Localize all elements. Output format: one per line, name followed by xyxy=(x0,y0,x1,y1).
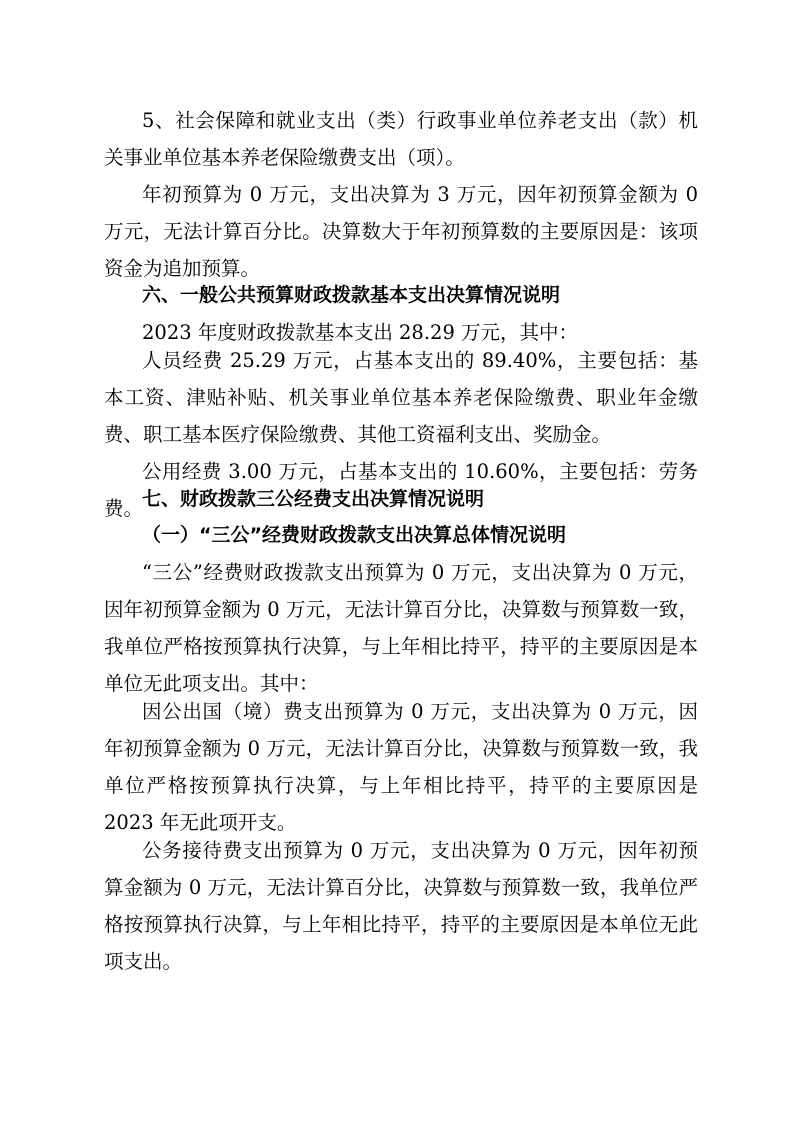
heading-section-7: 七、财政拨款三公经费支出决算情况说明 xyxy=(142,488,485,510)
heading-subsection-1: （一）“三公”经费财政拨款支出决算总体情况说明 xyxy=(142,524,566,546)
paragraph-personnel-expenses: 人员经费 25.29 万元，占基本支出的 89.40%，主要包括：基本工资、津贴补贴、机关事业单位基本养老保险缴费、职业年金缴费、职工基本医疗保险缴费、其他工资福利支出、奖励金。 xyxy=(104,349,698,446)
paragraph-official-reception: 公务接待费支出预算为 0 万元，支出决算为 0 万元，因年初预算金额为 0 万元，无法计算百分比，决算数与预算数一致，我单位严格按预算执行决算，与上年相比持平，持平的主要原因是本单位无此项支出。 xyxy=(104,839,698,973)
paragraph-item-5-social-security: 5、社会保障和就业支出（类）行政事业单位养老支出（款）机关事业单位基本养老保险缴费支出（项）。 xyxy=(104,109,698,169)
paragraph-item-5-budget: 年初预算为 0 万元，支出决算为 3 万元，因年初预算金额为 0 万元，无法计算百分比。决算数大于年初预算数的主要原因是：该项资金为追加预算。 xyxy=(104,183,698,280)
paragraph-basic-expenditure-total: 2023 年度财政拨款基本支出 28.29 万元，其中： xyxy=(142,321,579,344)
paragraph-overseas-travel: 因公出国（境）费支出预算为 0 万元，支出决算为 0 万元，因年初预算金额为 0 万元，无法计算百分比，决算数与预算数一致，我单位严格按预算执行决算，与上年相比持平，持平的主要原因是 2023 年无此项开支。 xyxy=(104,700,698,834)
heading-section-6: 六、一般公共预算财政拨款基本支出决算情况说明 xyxy=(142,284,561,306)
paragraph-three-public-overview: “三公”经费财政拨款支出预算为 0 万元，支出决算为 0 万元，因年初预算金额为 0 万元，无法计算百分比，决算数与预算数一致，我单位严格按预算执行决算，与上年相比持平，持平的主要原因是本单位无此项支出。其中： xyxy=(104,561,698,695)
paragraph-public-expenses: 公用经费 3.00 万元，占基本支出的 10.60%，主要包括：劳务费。 xyxy=(104,460,698,520)
